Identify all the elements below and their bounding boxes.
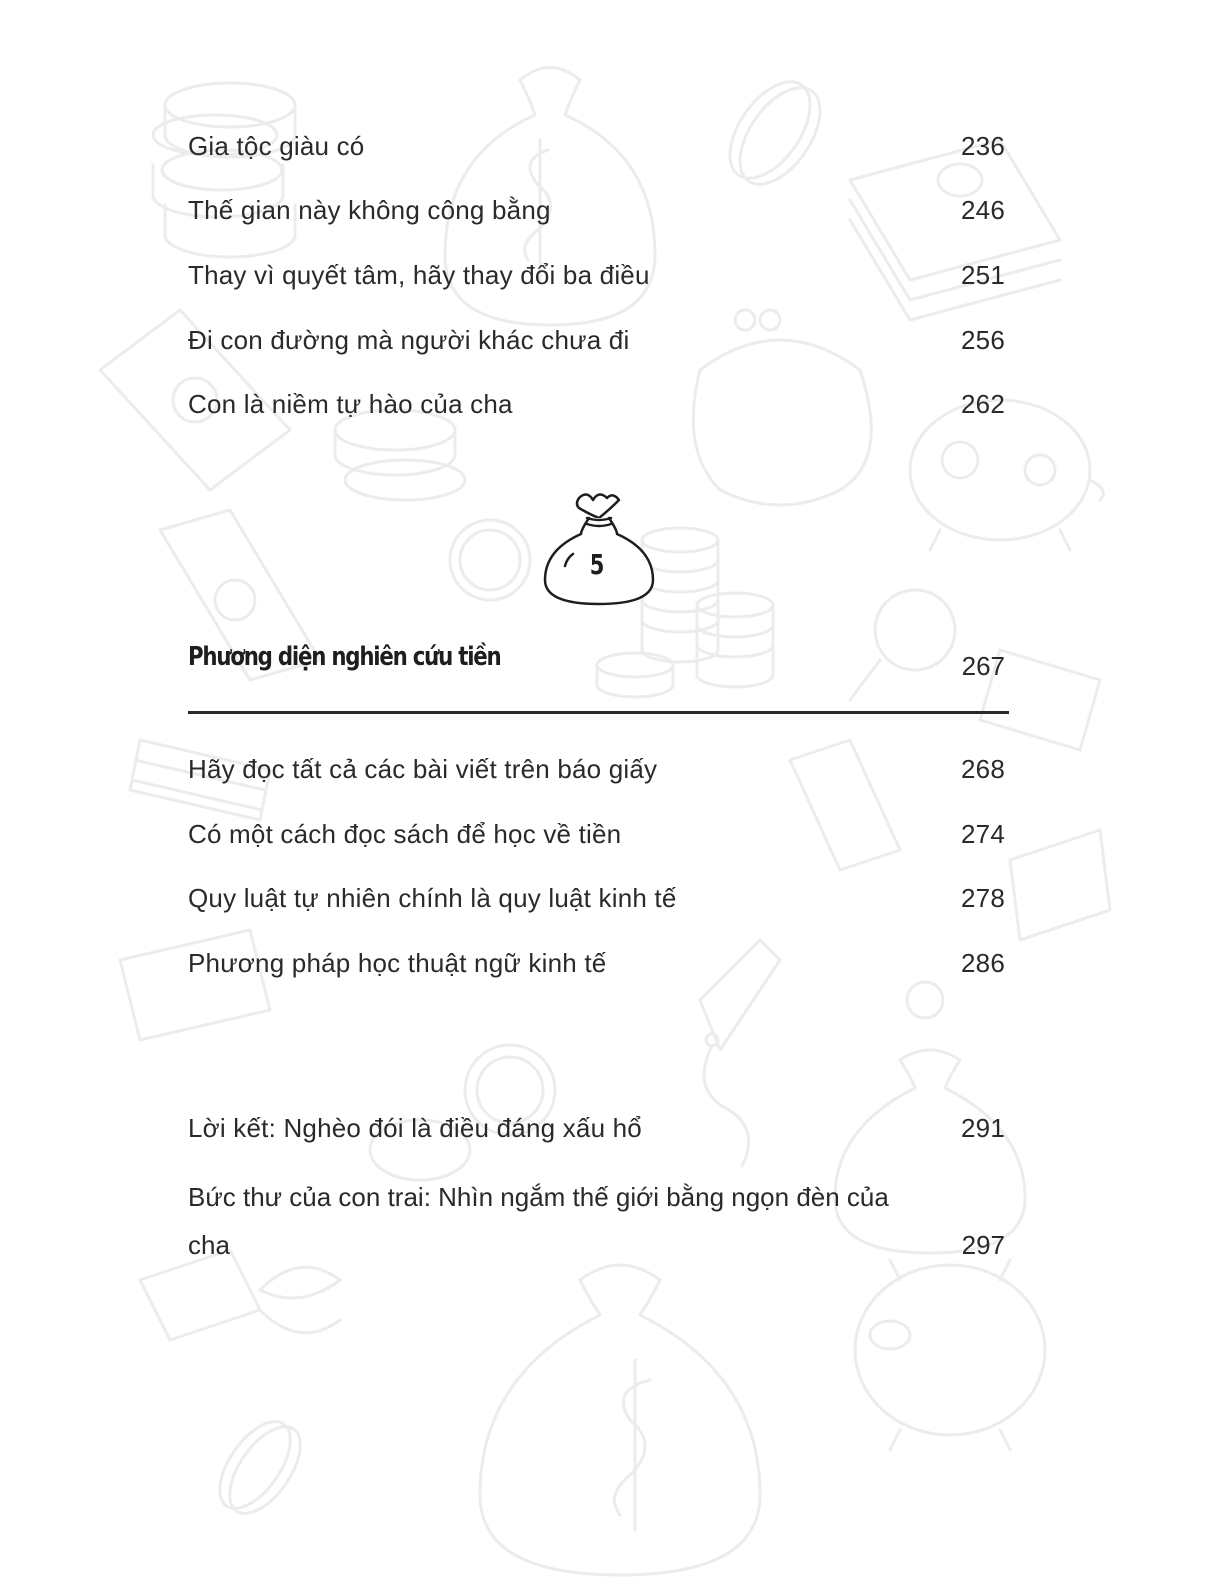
chapter-number: 5	[589, 548, 605, 581]
toc-entry-page: 291	[961, 1113, 1005, 1143]
toc-entry[interactable]	[188, 878, 1005, 918]
toc-entry-page: 262	[961, 389, 1005, 419]
toc-entry-page: 274	[961, 819, 1005, 849]
toc-entry-title: Bức thư của con trai: Nhìn ngắm thế giới bằng ngọn đèn của cha	[188, 1182, 889, 1260]
toc-entry-letter[interactable]	[188, 1173, 1005, 1269]
toc-entry-title: Quy luật tự nhiên chính là quy luật kinh tế	[188, 883, 677, 913]
toc-entry-title: Đi con đường mà người khác chưa đi	[188, 325, 630, 355]
toc-entry-epilogue[interactable]	[188, 1108, 1005, 1148]
toc-entry-title: Thế gian này không công bằng	[188, 195, 551, 225]
toc-entry-page: 256	[961, 325, 1005, 355]
chapter-divider	[188, 711, 1009, 714]
toc-entry-title: Phương pháp học thuật ngữ kinh tế	[188, 948, 607, 978]
chapter-title[interactable]: Phương diện nghiên cứu tiền	[188, 642, 501, 672]
toc-entry[interactable]	[188, 814, 1005, 854]
toc-entry-page: 278	[961, 883, 1005, 913]
toc-entry-page: 268	[961, 754, 1005, 784]
chapter-page: 267	[961, 651, 1005, 681]
toc-entry[interactable]	[188, 384, 1005, 424]
toc-entry-title: Có một cách đọc sách để học về tiền	[188, 819, 622, 849]
toc-entry[interactable]	[188, 320, 1005, 360]
toc-entry-page: 251	[961, 260, 1005, 290]
toc-entry-page: 297	[961, 1230, 1005, 1260]
toc-entry-page: 236	[961, 131, 1005, 161]
toc-entry[interactable]	[188, 126, 1005, 166]
toc-entry-title: Thay vì quyết tâm, hãy thay đổi ba điều	[188, 260, 650, 290]
toc-entry-title: Lời kết: Nghèo đói là điều đáng xấu hổ	[188, 1113, 642, 1143]
toc-entry[interactable]	[188, 255, 1005, 295]
toc-entry[interactable]	[188, 190, 1005, 230]
toc-entry-title: Con là niềm tự hào của cha	[188, 389, 513, 419]
toc-entry[interactable]	[188, 943, 1005, 983]
toc-entry-page: 286	[961, 948, 1005, 978]
toc-entry-title: Hãy đọc tất cả các bài viết trên báo giấy	[188, 754, 658, 784]
toc-entry-title: Gia tộc giàu có	[188, 131, 365, 161]
toc-entry-page: 246	[961, 195, 1005, 225]
toc-entry[interactable]	[188, 749, 1005, 789]
